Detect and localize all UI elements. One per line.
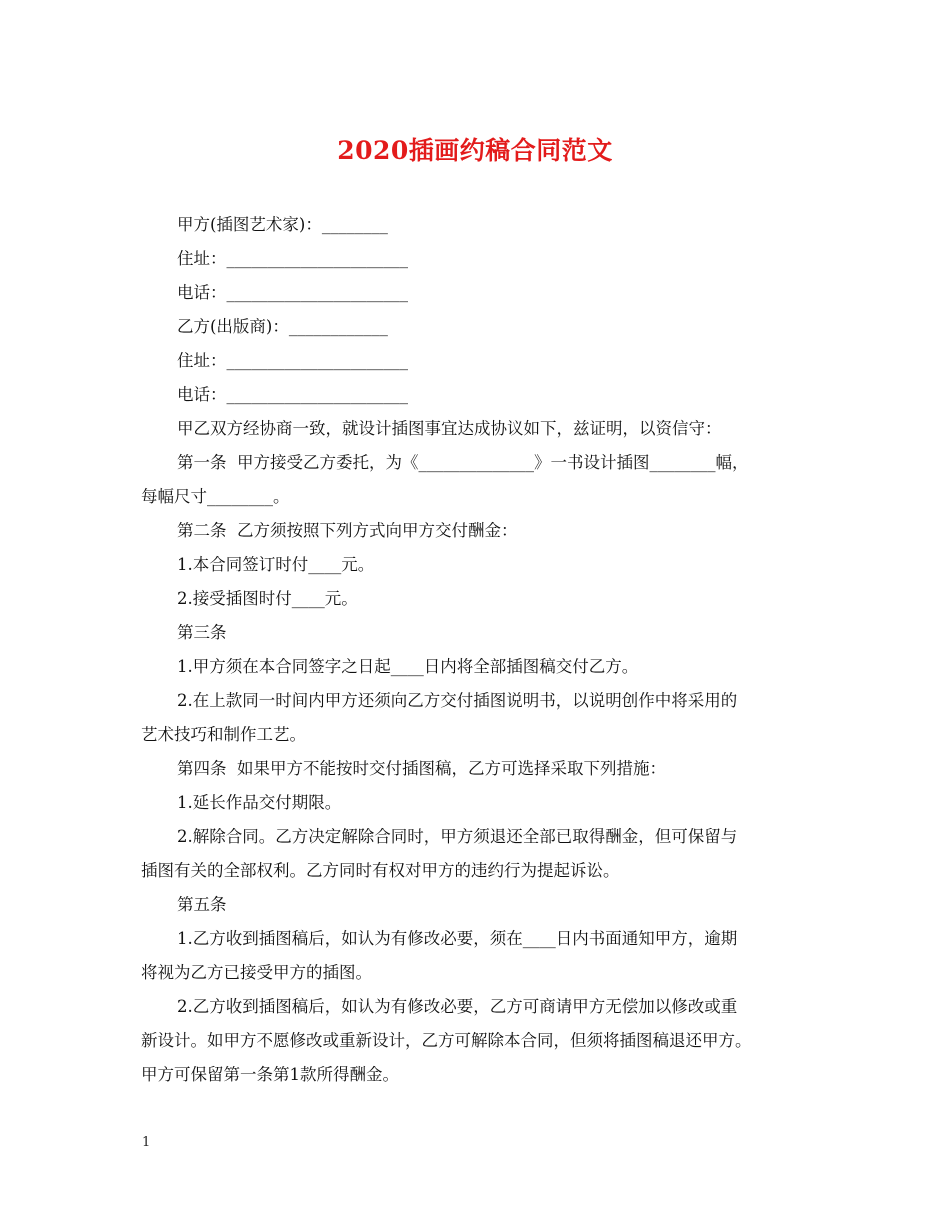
party-b-address-line: 住址：______________________: [177, 351, 408, 370]
agreement-intro: 甲乙双方经协商一致，就设计插图事宜达成协议如下，兹证明，以资信守：: [177, 419, 722, 438]
article-3-item-2-line-1: 2.在上款同一时间内甲方还须向乙方交付插图说明书，以说明创作中将采用的: [177, 691, 738, 710]
article-4-item-2-line-1: 2.解除合同。乙方决定解除合同时，甲方须退还全部已取得酬金，但可保留与: [177, 827, 738, 846]
article-1-line-2: 每幅尺寸________。: [141, 487, 290, 506]
article-2-heading: 第二条 乙方须按照下列方式向甲方交付酬金：: [177, 521, 518, 540]
article-5-item-1-line-2: 将视为乙方已接受甲方的插图。: [141, 963, 372, 982]
party-b-name-line: 乙方(出版商)：____________: [177, 317, 388, 336]
document-title: 2020插画约稿合同范文: [337, 136, 613, 165]
article-5-heading: 第五条: [177, 895, 227, 914]
party-b-phone-line: 电话：______________________: [177, 385, 408, 404]
article-5-item-1-line-1: 1.乙方收到插图稿后，如认为有修改必要，须在____日内书面通知甲方，逾期: [177, 929, 738, 948]
party-a-address-line: 住址：______________________: [177, 249, 408, 268]
article-2-item-2: 2.接受插图时付____元。: [177, 589, 358, 608]
party-a-name-line: 甲方(插图艺术家)：________: [177, 215, 388, 234]
article-5-item-2-line-1: 2.乙方收到插图稿后，如认为有修改必要，乙方可商请甲方无偿加以修改或重: [177, 997, 738, 1016]
page-number: 1: [142, 1135, 151, 1150]
article-5-item-2-line-3: 甲方可保留第一条第1款所得酬金。: [141, 1065, 399, 1084]
article-3-item-2-line-2: 艺术技巧和制作工艺。: [141, 725, 306, 744]
article-3-heading: 第三条: [177, 623, 227, 642]
party-a-phone-line: 电话：______________________: [177, 283, 408, 302]
article-1-line-1: 第一条 甲方接受乙方委托，为《______________》一书设计插图________幅，: [177, 453, 749, 472]
contract-body: [141, 208, 811, 1092]
article-4-heading: 第四条 如果甲方不能按时交付插图稿，乙方可选择采取下列措施：: [177, 759, 666, 778]
article-4-item-1: 1.延长作品交付期限。: [177, 793, 342, 812]
article-2-item-1: 1.本合同签订时付____元。: [177, 555, 375, 574]
article-5-item-2-line-2: 新设计。如甲方不愿修改或重新设计，乙方可解除本合同，但须将插图稿退还甲方。: [141, 1031, 752, 1050]
article-3-item-1: 1.甲方须在本合同签字之日起____日内将全部插图稿交付乙方。: [177, 657, 639, 676]
article-4-item-2-line-2: 插图有关的全部权利。乙方同时有权对甲方的违约行为提起诉讼。: [141, 861, 620, 880]
